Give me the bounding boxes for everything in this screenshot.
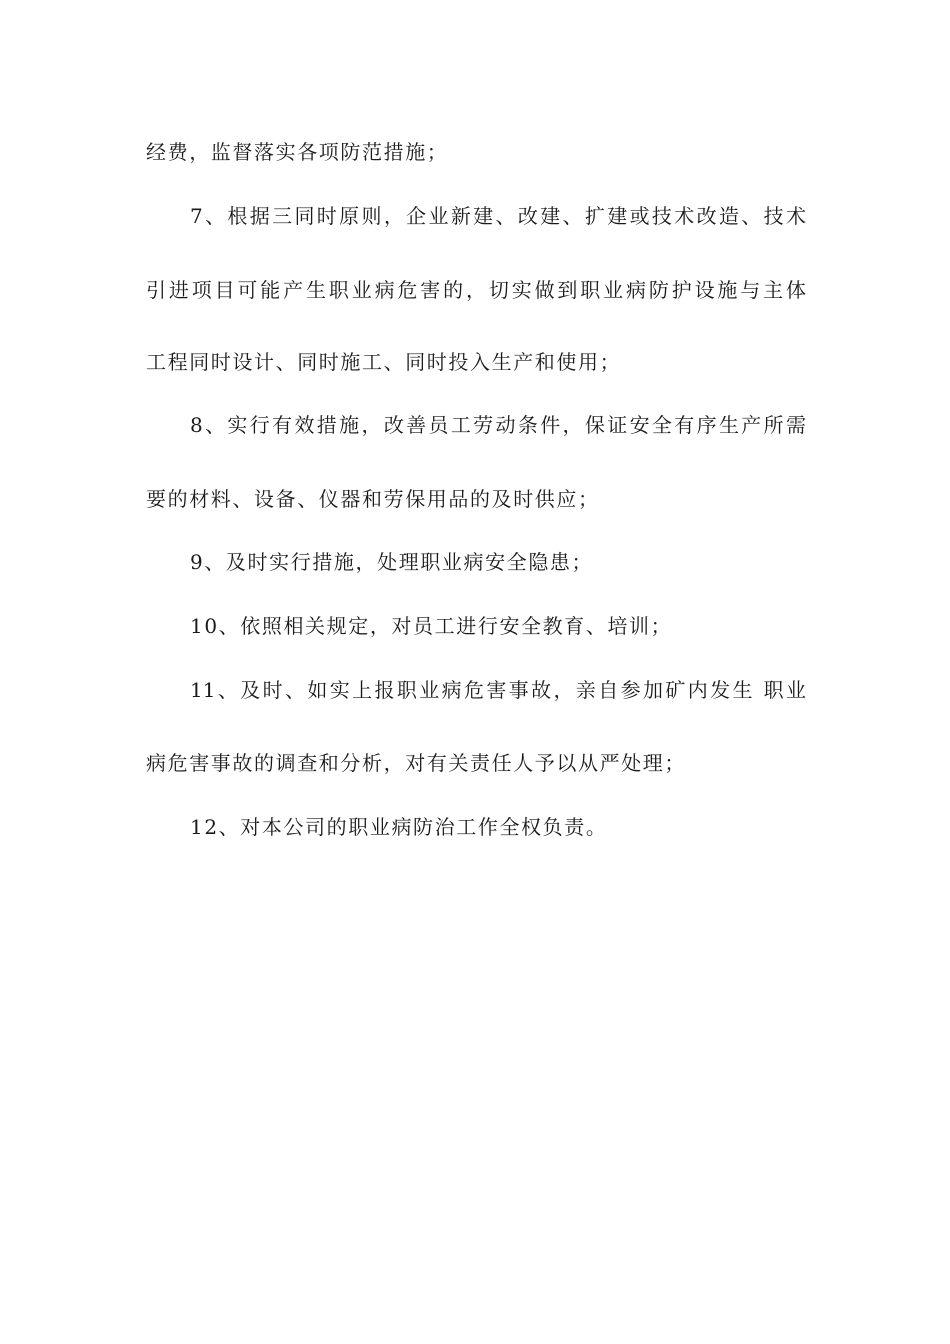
item-7-line-1: 7、根据三同时原则，企业新建、改建、扩建或技术改造、技术 (190, 204, 806, 228)
item-11-line-1: 11、及时、如实上报职业病危害事故，亲自参加矿内发生 职业 (190, 678, 806, 702)
item-7-line-2: 引进项目可能产生职业病危害的，切实做到职业病防护设施与主体 (146, 278, 806, 302)
item-8-line-2: 要的材料、设备、仪器和劳保用品的及时供应； (146, 487, 600, 511)
text-line-continuation: 经费，监督落实各项防范措施； (146, 140, 449, 164)
item-7-line-3: 工程同时设计、同时施工、同时投入生产和使用； (146, 350, 622, 374)
item-10: 10、依照相关规定，对员工进行安全教育、培训； (190, 614, 673, 638)
item-12: 12、对本公司的职业病防治工作全权负责。 (190, 815, 608, 839)
item-11-line-2: 病危害事故的调查和分析，对有关责任人予以从严处理； (146, 751, 686, 775)
item-9: 9、及时实行措施，处理职业病安全隐患； (190, 550, 594, 574)
item-8-line-1: 8、实行有效措施，改善员工劳动条件，保证安全有序生产所需 (190, 413, 806, 437)
